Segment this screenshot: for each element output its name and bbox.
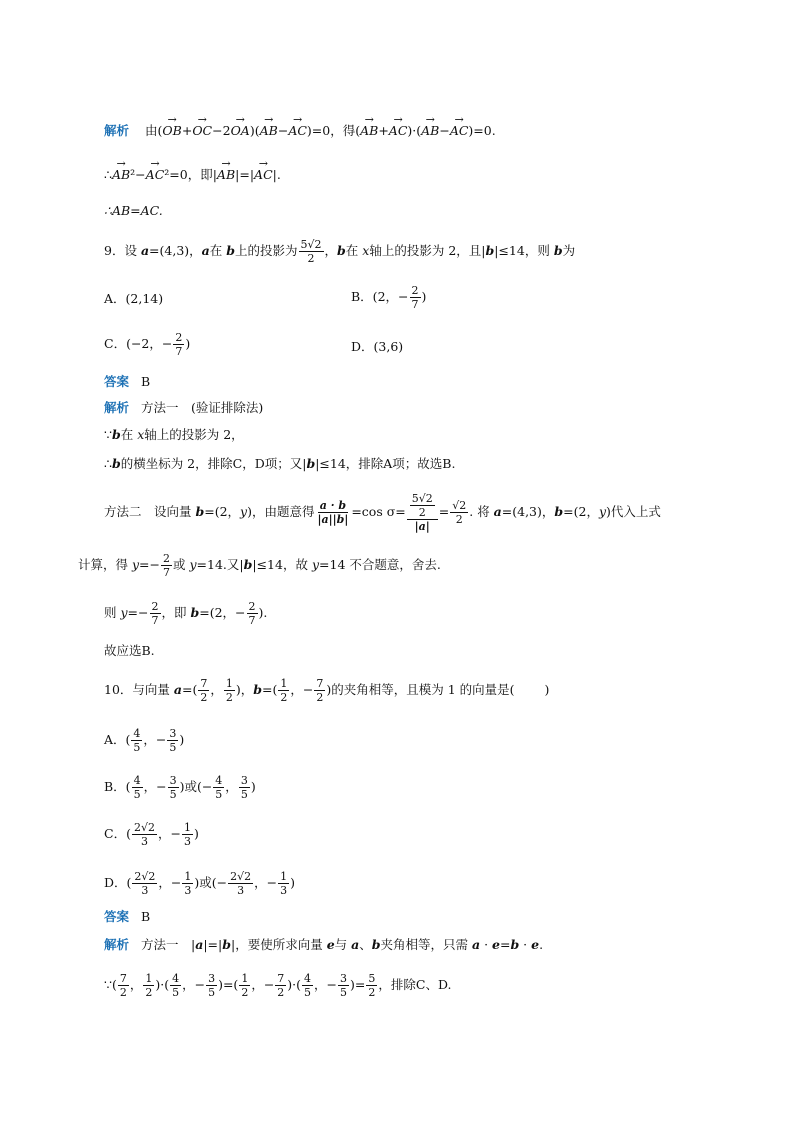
q9-option-d: D．(3,6) bbox=[351, 339, 404, 354]
q8-analysis-line2: ∴→ AB²−→ AC²=0，即|→ AB|=|→ AC|. bbox=[104, 166, 281, 184]
q9-method2-line2: 计算，得 y=− $\frac{2}{7}$ 或 y=14.又|b|≤14，故 y=14 不合题意，舍去. bbox=[78, 552, 441, 579]
q9-option-b: B．(2，− $\frac{2}{7}$ ) bbox=[351, 284, 427, 311]
q10-method1: 解析 方法一 |a|=|b|，要使所求向量 e与 a、b夹角相等，只需 a · e=b · e. bbox=[104, 937, 544, 952]
q9-option-a: A．(2,14) bbox=[104, 291, 164, 306]
q10-stem: 10．与向量 a=( $\frac{7}{2}$ ， $\frac{1}{2}$ )，b=( $\frac{1}{2}$ ，− $\frac{7}{2}$ )的夹角相等，且模为 1 的向量是( ) bbox=[104, 677, 550, 704]
analysis-tag: 解析 bbox=[104, 937, 130, 952]
q9-stem: 9．设 a=(4,3)，a在 b上的投影为 $\frac{5√2}{2}$ ，b在 x轴上的投影为 2，且|b|≤14，则 b为 bbox=[104, 238, 576, 265]
q9-option-c: C．(−2，− $\frac{2}{7}$ ) bbox=[104, 331, 191, 358]
q9-method2-line1: 方法二 设向量 b=(2，y)，由题意得 $\frac{a \cdot b}{|a||b|}$ =cos σ= $\frac{\frac{5√2}{2}}{|a|}$ = $\frac{√2}{2}$ . 将 a=(4,3)，b=(2，y)代入上式 bbox=[104, 492, 661, 533]
q10-option-c: C．( $\frac{2√2}{3}$ ，− $\frac{1}{3}$ ) bbox=[104, 821, 199, 848]
analysis-tag: 解析 bbox=[104, 400, 130, 415]
q9-method1-title: 解析 方法一 (验证排除法) bbox=[104, 400, 264, 415]
q10-option-a: A．( $\frac{4}{5}$ ，− $\frac{3}{5}$ ) bbox=[104, 727, 185, 754]
q9-method2-line4: 故应选B. bbox=[104, 643, 155, 658]
analysis-tag: 解析 bbox=[104, 123, 130, 138]
answer-tag: 答案 bbox=[104, 909, 130, 924]
q9-answer: 答案 B bbox=[104, 374, 151, 389]
q10-option-d: D．( $\frac{2√2}{3}$ ，− $\frac{1}{3}$ )或(− $\frac{2√2}{3}$ ，− $\frac{1}{3}$ ) bbox=[104, 870, 296, 897]
q8-analysis-line3: ∴AB=AC. bbox=[104, 203, 163, 218]
q10-calculation: ∵( $\frac{7}{2}$ ， $\frac{1}{2}$ )·( $\frac{4}{5}$ ，− $\frac{3}{5}$ )=( $\frac{1}{2}$ ，− $\frac{7}{2}$ )·( $\frac{4}{5}$ ，− $\frac{3}{5}$ )= $\frac{5}{2}$ ，排除C、D. bbox=[104, 972, 452, 999]
q10-answer: 答案 B bbox=[104, 909, 151, 924]
q8-analysis-line1: 解析 由(→ OB+→ OC−2→ OA)(→ AB−→ AC)=0，得(→ AB+→ AC)·(→ AB−→ AC)=0. bbox=[104, 122, 496, 140]
q9-method1-line2: ∴b的横坐标为 2，排除C，D项；又|b|≤14，排除A项；故选B. bbox=[104, 456, 456, 471]
q9-method1-line1: ∵b在 x轴上的投影为 2， bbox=[104, 427, 244, 442]
nested-fraction: $\frac{\frac{5√2}{2}}{|a|}$ bbox=[407, 492, 438, 533]
q9-method2-line3: 则 y=− $\frac{2}{7}$ ，即 b=(2，− $\frac{2}{7}$ ). bbox=[104, 600, 268, 627]
cos-fraction: $\frac{a \cdot b}{|a||b|}$ bbox=[317, 499, 349, 526]
projection-fraction: $\frac{5√2}{2}$ bbox=[300, 238, 322, 265]
q10-option-b: B．( $\frac{4}{5}$ ，− $\frac{3}{5}$ )或(− $\frac{4}{5}$ ， $\frac{3}{5}$ ) bbox=[104, 774, 256, 801]
answer-tag: 答案 bbox=[104, 374, 130, 389]
